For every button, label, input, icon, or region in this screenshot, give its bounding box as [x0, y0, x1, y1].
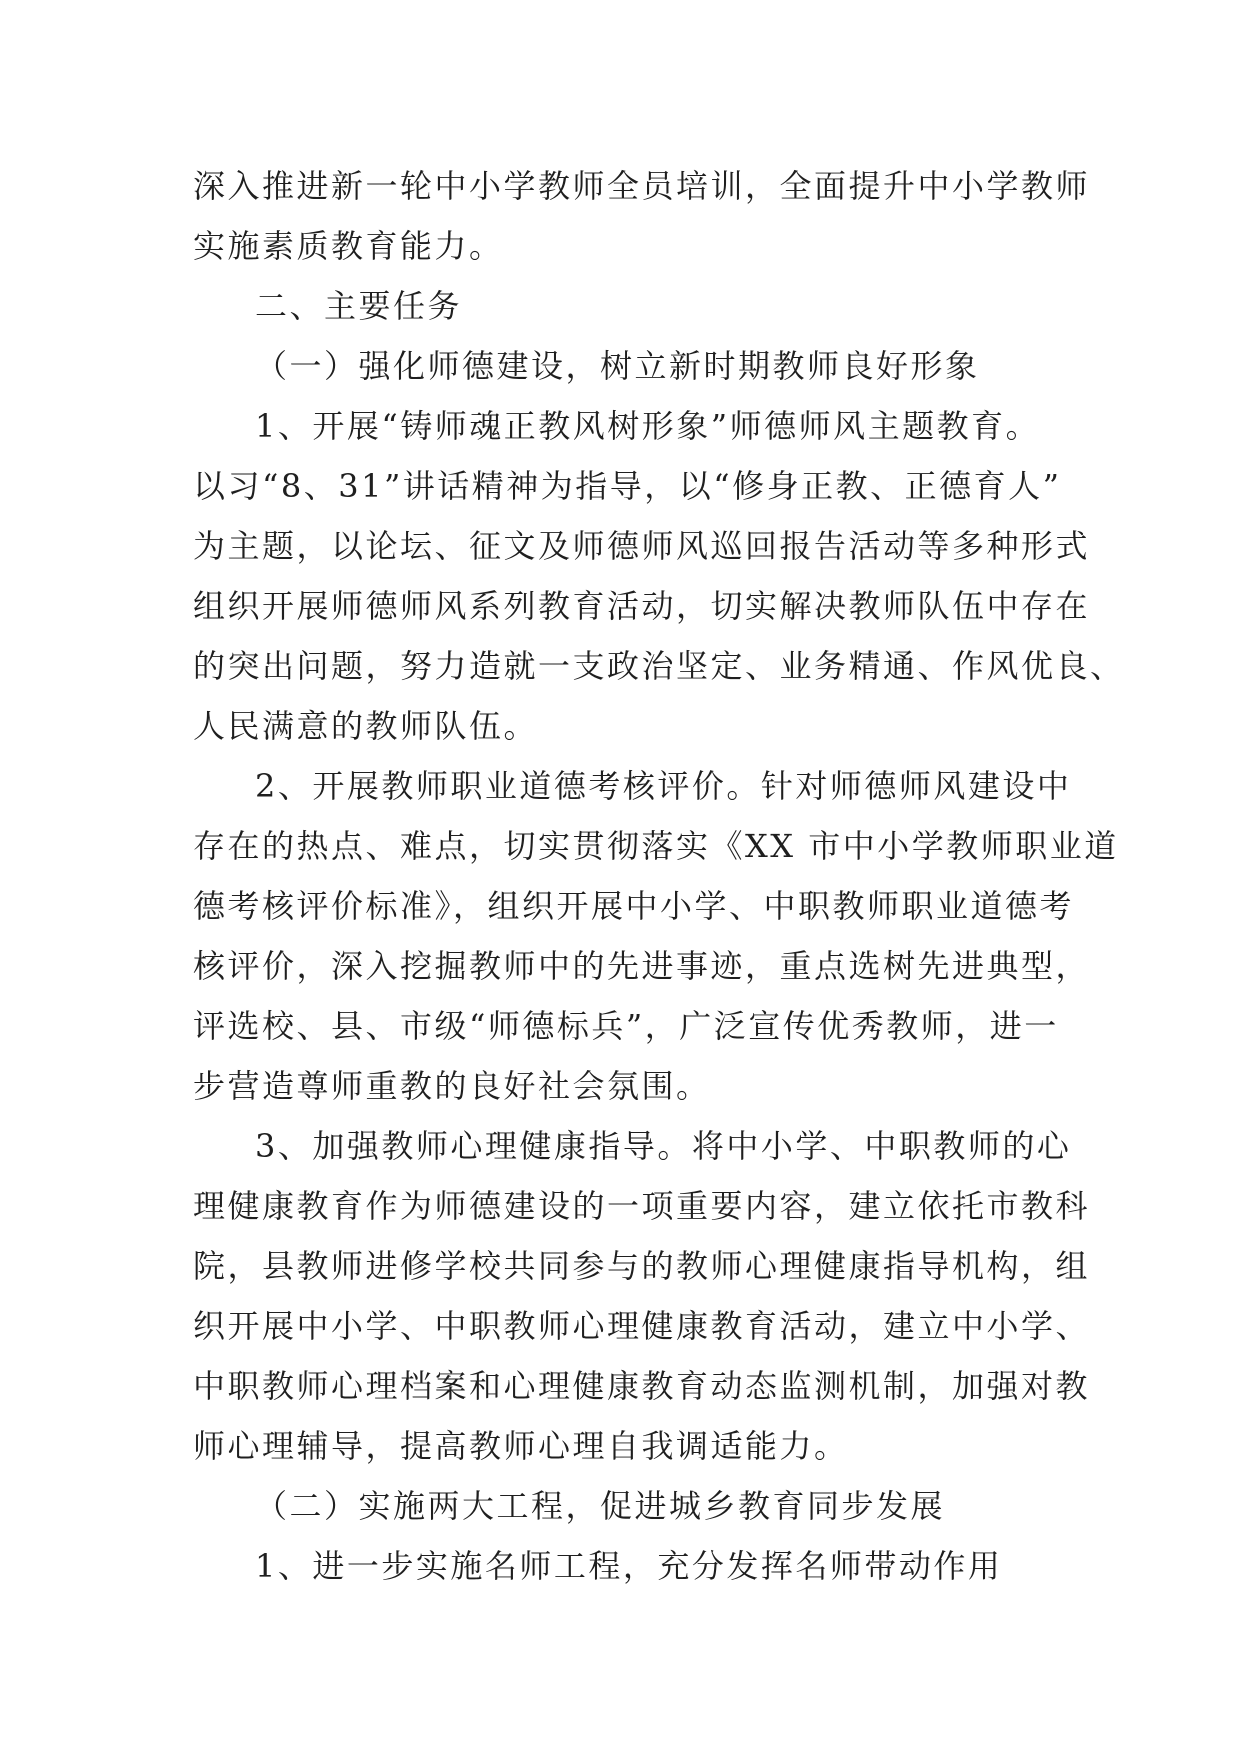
- text-line: 的突出问题，努力造就一支政治坚定、业务精通、作风优良、: [193, 647, 1125, 685]
- subsection-heading: （二）实施两大工程，促进城乡教育同步发展: [255, 1487, 946, 1525]
- paragraph-start: 2、开展教师职业道德考核评价。针对师德师风建设中: [255, 767, 1072, 805]
- text-line: 实施素质教育能力。: [193, 227, 504, 265]
- text-line: 为主题，以论坛、征文及师德师风巡回报告活动等多种形式: [193, 527, 1091, 565]
- subsection-heading: （一）强化师德建设，树立新时期教师良好形象: [255, 347, 980, 385]
- text-line: 深入推进新一轮中小学教师全员培训，全面提升中小学教师: [193, 167, 1091, 205]
- text-line: 核评价，深入挖掘教师中的先进事迹，重点选树先进典型，: [193, 947, 1091, 985]
- text-line: 组织开展师德师风系列教育活动，切实解决教师队伍中存在: [193, 587, 1091, 625]
- text-line: 人民满意的教师队伍。: [193, 707, 539, 745]
- text-line: 存在的热点、难点，切实贯彻落实《XX 市中小学教师职业道: [193, 827, 1119, 865]
- paragraph-start: 1、进一步实施名师工程，充分发挥名师带动作用: [255, 1547, 1003, 1585]
- text-line: 评选校、县、市级“师德标兵”，广泛宣传优秀教师，进一: [193, 1007, 1059, 1045]
- section-heading: 二、主要任务: [255, 287, 463, 325]
- text-line: 以习“8、31”讲话精神为指导，以“修身正教、正德育人”: [193, 467, 1062, 505]
- paragraph-start: 1、开展“铸师魂正教风树形象”师德师风主题教育。: [255, 407, 1041, 445]
- text-line: 德考核评价标准》，组织开展中小学、中职教师职业道德考: [193, 887, 1075, 925]
- text-line: 中职教师心理档案和心理健康教育动态监测机制，加强对教: [193, 1367, 1091, 1405]
- text-line: 院，县教师进修学校共同参与的教师心理健康指导机构，组: [193, 1247, 1091, 1285]
- text-line: 步营造尊师重教的良好社会氛围。: [193, 1067, 711, 1105]
- text-line: 织开展中小学、中职教师心理健康教育活动，建立中小学、: [193, 1307, 1091, 1345]
- text-line: 师心理辅导，提高教师心理自我调适能力。: [193, 1427, 849, 1465]
- text-line: 理健康教育作为师德建设的一项重要内容，建立依托市教科: [193, 1187, 1091, 1225]
- paragraph-start: 3、加强教师心理健康指导。将中小学、中职教师的心: [255, 1127, 1072, 1165]
